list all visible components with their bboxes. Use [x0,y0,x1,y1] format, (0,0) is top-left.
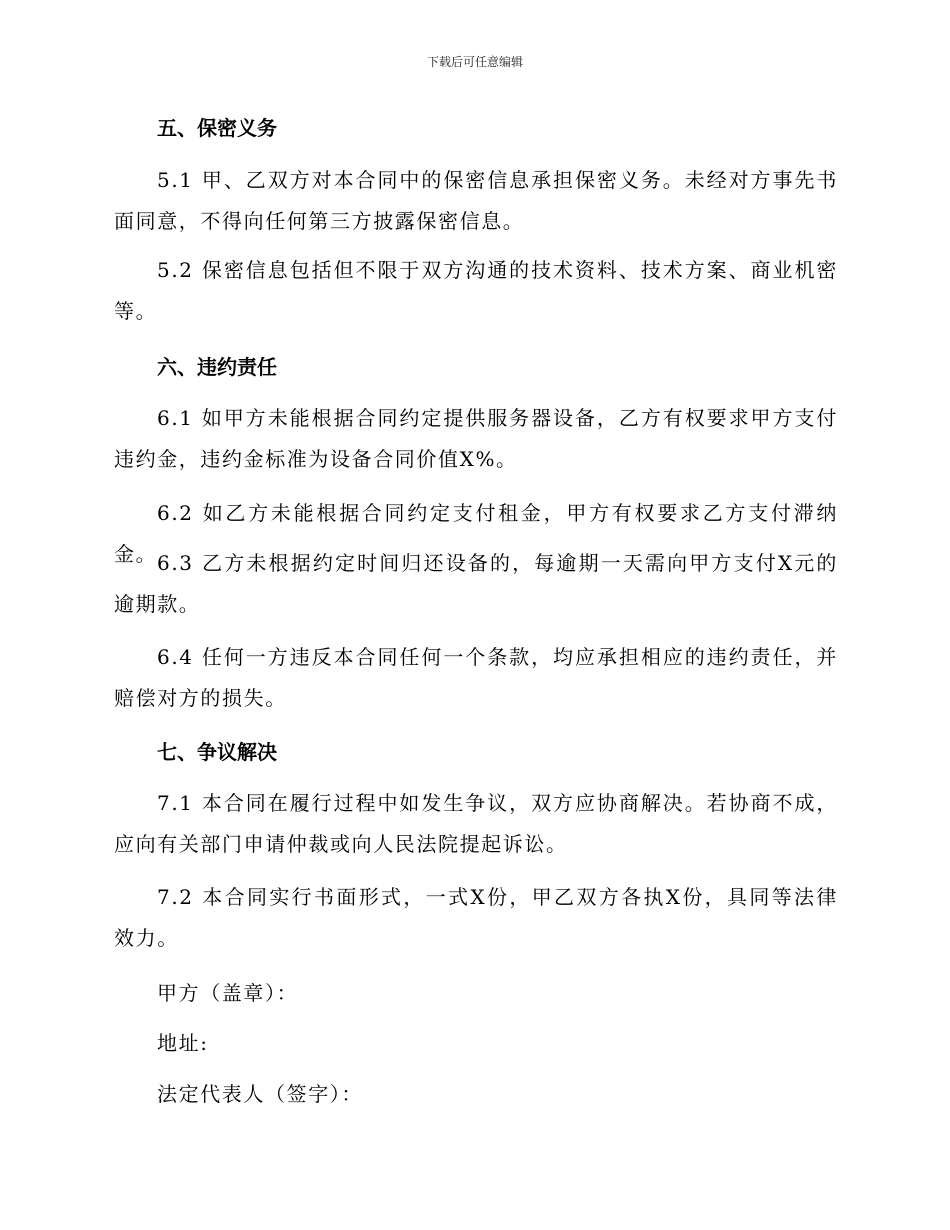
clause-6-1: 6.1 如甲方未能根据合同约定提供服务器设备，乙方有权要求甲方支付违约金，违约金标准为设备合同价值X%。 [114,406,838,471]
clause-5-2: 5.2 保密信息包括但不限于双方沟通的技术资料、技术方案、商业机密等。 [114,258,838,323]
clause-6-3: 6.3 乙方未根据约定时间归还设备的，每逾期一天需向甲方支付X元的逾期款。 [114,551,838,616]
clause-6-4: 6.4 任何一方违反本合同任何一个条款，均应承担相应的违约责任，并赔偿对方的损失。 [114,645,838,710]
section-5-heading: 五、保密义务 [157,116,277,140]
section-7-heading: 七、争议解决 [157,740,277,764]
section-6-heading: 六、违约责任 [157,355,277,379]
address-label: 地址: [157,1031,209,1055]
clause-7-2: 7.2 本合同实行书面形式，一式X份，甲乙双方各执X份，具同等法律效力。 [114,885,838,950]
party-a-seal-label: 甲方（盖章）： [157,981,299,1005]
clause-7-1: 7.1 本合同在履行过程中如发生争议，双方应协商解决。若协商不成，应向有关部门申请仲裁或向人民法院提起诉讼。 [114,791,838,856]
page-header-note: 下载后可任意编辑 [426,55,523,69]
legal-representative-label: 法定代表人（签字）： [157,1082,363,1106]
clause-5-1: 5.1 甲、乙双方对本合同中的保密信息承担保密义务。未经对方事先书面同意，不得向任何第三方披露保密信息。 [114,168,838,233]
clause-6-2: 6.2 如乙方未能根据合同约定支付租金，甲方有权要求乙方支付滞纳金。 [114,501,838,566]
